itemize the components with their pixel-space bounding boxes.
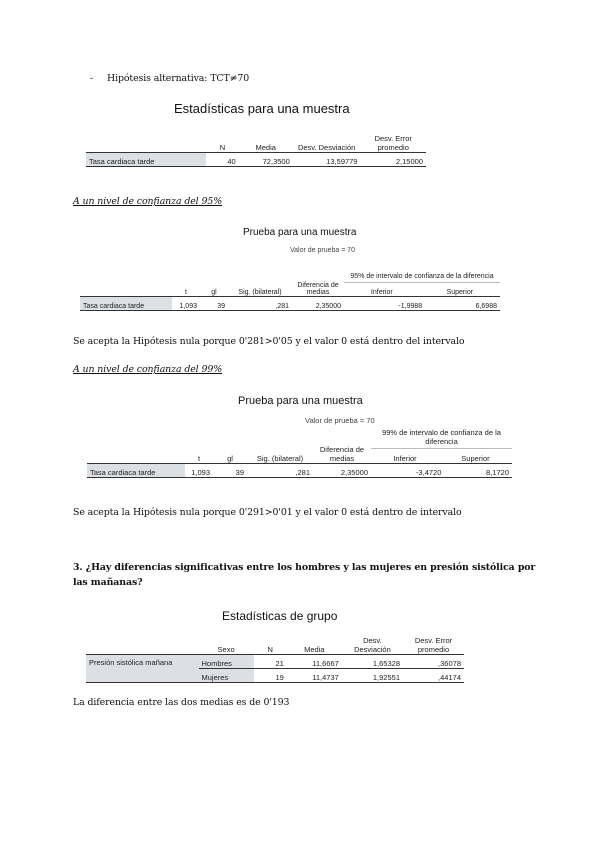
col-header: t bbox=[185, 288, 187, 296]
cell: 6,6988 bbox=[425, 296, 500, 310]
conf99-title: Prueba para una muestra bbox=[238, 395, 363, 407]
table-row bbox=[86, 152, 426, 166]
col-header: Desv. Error promedio bbox=[374, 133, 412, 152]
conf95-heading: A un nivel de confianza del 95% bbox=[73, 196, 222, 207]
cell: 2,35000 bbox=[292, 296, 344, 310]
col-header: Inferior bbox=[370, 288, 393, 296]
group-label: Hombres bbox=[199, 654, 254, 668]
conf95-title: Prueba para una muestra bbox=[243, 227, 357, 238]
cell: 2,15000 bbox=[361, 152, 426, 166]
cell: 72,3500 bbox=[239, 152, 293, 166]
cell: ,44174 bbox=[403, 668, 464, 682]
cell: 1,92551 bbox=[342, 668, 403, 682]
cell: 1,093 bbox=[185, 463, 213, 477]
col-header: t bbox=[197, 453, 201, 463]
question3-line2: las mañanas? bbox=[73, 577, 143, 588]
col-header: gl bbox=[227, 453, 233, 463]
cell: 11,6667 bbox=[287, 654, 342, 668]
col-header: Desv. Desviación bbox=[297, 142, 356, 152]
one-sample-stats-table bbox=[86, 120, 426, 167]
col-header: Sexo bbox=[217, 644, 235, 654]
col-header: Sig. (bilateral) bbox=[256, 453, 304, 463]
table-row bbox=[86, 654, 464, 668]
col-header: N bbox=[219, 142, 226, 152]
col-header: Media bbox=[255, 142, 276, 152]
col-header: Media bbox=[304, 644, 325, 654]
group-label: Mujeres bbox=[199, 668, 254, 682]
one-sample-stats-title: Estadísticas para una muestra bbox=[174, 101, 350, 116]
cell: -3,4720 bbox=[371, 463, 444, 477]
cell: 19 bbox=[254, 668, 287, 682]
bullet: - bbox=[90, 73, 94, 84]
cell: 1,65328 bbox=[342, 654, 403, 668]
col-header: Diferencia de medias bbox=[297, 281, 339, 296]
cell: ,281 bbox=[228, 296, 292, 310]
ci-header: 99% de intervalo de confianza de la diferencia bbox=[371, 428, 512, 449]
hypothesis-text: Hipótesis alternativa: TCT≠70 bbox=[107, 73, 250, 84]
table-row bbox=[80, 296, 500, 310]
cell: 39 bbox=[200, 296, 228, 310]
conf99-heading: A un nivel de confianza del 99% bbox=[73, 364, 222, 375]
row-label: Tasa cardiaca tarde bbox=[86, 152, 206, 166]
cell: 21 bbox=[254, 654, 287, 668]
col-header: Desv. Desviación bbox=[354, 635, 391, 654]
cell: 39 bbox=[213, 463, 247, 477]
row-label: Tasa cardiaca tarde bbox=[87, 463, 185, 477]
col-header: Sig. (bilateral) bbox=[238, 288, 282, 296]
cell: 11,4737 bbox=[287, 668, 342, 682]
conf95-conclusion: Se acepta la Hipótesis nula porque 0'281>0'05 y el valor 0 está dentro del intervalo bbox=[73, 336, 465, 347]
col-header: Desv. Error promedio bbox=[414, 635, 453, 654]
col-header: Superior bbox=[446, 288, 474, 296]
conf95-table bbox=[80, 258, 500, 311]
table-row bbox=[87, 463, 512, 477]
cell: -1,9988 bbox=[344, 296, 425, 310]
group-stats-title: Estadísticas de grupo bbox=[222, 609, 338, 623]
ci-header: 95% de intervalo de confianza de la diferencia bbox=[344, 273, 500, 283]
group-stats-table bbox=[86, 626, 464, 683]
conf95-test-value: Valor de prueba = 70 bbox=[290, 247, 356, 254]
row-label: Tasa cardiaca tarde bbox=[80, 296, 172, 310]
cell: ,36078 bbox=[403, 654, 464, 668]
cell: 13,59779 bbox=[293, 152, 361, 166]
cell: 8,1720 bbox=[444, 463, 512, 477]
cell: ,281 bbox=[247, 463, 313, 477]
conf99-test-value: Valor de prueba = 70 bbox=[305, 416, 375, 425]
col-header: Superior bbox=[461, 453, 490, 463]
question3-line1: 3. ¿Hay diferencias significativas entre los hombres y las mujeres en presión sistólica por bbox=[73, 562, 536, 573]
cell: 1,093 bbox=[172, 296, 200, 310]
col-header: N bbox=[267, 644, 273, 654]
conf99-conclusion: Se acepta la Hipótesis nula porque 0'291>0'01 y el valor 0 está dentro de intervalo bbox=[73, 507, 462, 518]
col-header: Inferior bbox=[393, 453, 417, 463]
col-header: Diferencia de medias bbox=[319, 444, 365, 463]
difference-text: La diferencia entre las dos medias es de 0'193 bbox=[73, 697, 290, 708]
cell: 2,35000 bbox=[313, 463, 371, 477]
cell: 40 bbox=[206, 152, 238, 166]
row-label: Presión sistólica mañana bbox=[86, 654, 199, 682]
col-header: gl bbox=[211, 288, 217, 296]
conf99-table bbox=[87, 427, 512, 478]
